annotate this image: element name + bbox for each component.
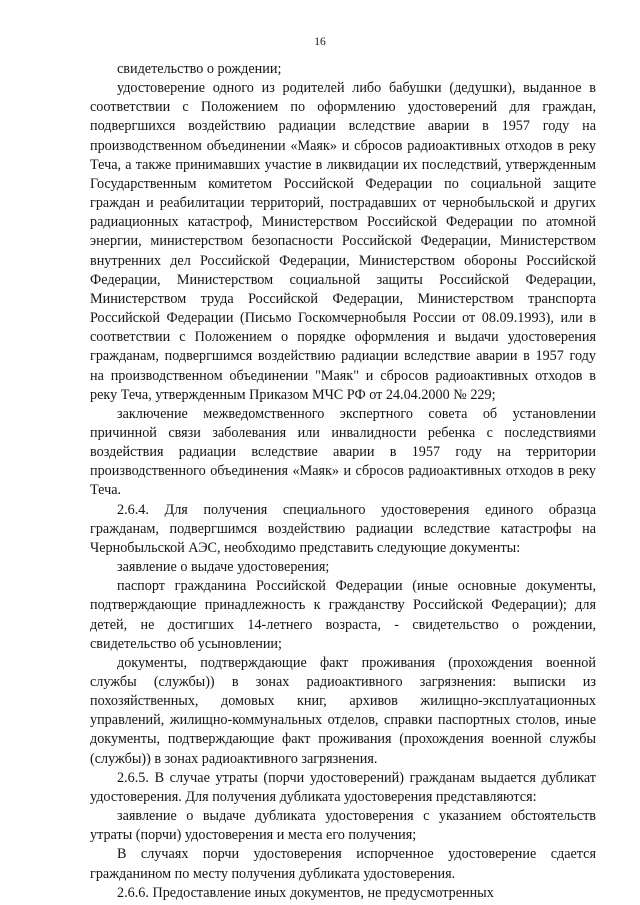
page-number: 16 <box>314 36 326 48</box>
paragraph-expert-council-conclusion: заключение межведомственного экспертного совета об установлении причинной связи заболевания или инвалидности ребенка с последствиями воздействия радиации вследствие аварии в 1957 году на территории производственного объединения «Маяк» и сбросов радиоактивных отходов в реку Теча. <box>90 405 596 499</box>
paragraph-passport: паспорт гражданина Российской Федерации (иные основные документы, подтверждающие принадлежность к гражданству Российской Федерации); для детей, не достигших 14-летнего возраста, - свидетельство о рождении, свидетельство об усыновлении; <box>90 578 596 652</box>
paragraph-residence-documents: документы, подтверждающие факт проживания (прохождения военной службы (службы)) в зонах радиоактивного загрязнения: выписки из похозяйственных, домовых книг, архивов жилищно-эксплуатационных управлений, жилищно-коммунальных отделов, справки паспортных столов, иные документы, подтверждающие факт проживания (прохождения военной службы (службы)) в зонах радиоактивного загрязнения. <box>90 654 596 767</box>
paragraph-parent-certificate: удостоверение одного из родителей либо бабушки (дедушки), выданное в соответствии с Положением по оформлению удостоверений для граждан, подвергшихся воздействию радиации вследствие аварии в 1957 году на производственном объединении «Маяк» и сбросов радиоактивных отходов в реку Теча, а также принимавших участие в ликвидации их последствий, утвержденным Государственным комитетом Российской Федерации по социальной защите граждан и реабилитации территорий, пострадавших от чернобыльской и других радиационных катастроф, Министерством Российской Федерации по атомной энергии, министерством безопасности Российской Федерации, Министерством внутренних дел Российской Федерации, Министерством обороны Российской Федерации, Министерством социальной защиты Российской Федерации, Министерством труда Российской Федерации, Министерством транспорта Российской Федерации (Письмо Госкомчернобыля России от 08.09.1993), или в соответствии с Положением о порядке оформления и выдачи удостоверения гражданам, подвергшимся воздействию радиации вследствие аварии в 1957 году на производственном объединении "Маяк" и сбросов радиоактивных отходов в реку Теча, утвержденным Приказом МЧС РФ от 24.04.2000 № 229; <box>90 80 596 403</box>
paragraph-application: заявление о выдаче удостоверения; <box>117 559 330 576</box>
paragraph-2-6-5: 2.6.5. В случае утраты (порчи удостоверений) гражданам выдается дубликат удостоверения. Для получения дубликата удостоверения представляются: <box>90 769 596 805</box>
paragraph-damaged-certificate: В случаях порчи удостоверения испорченное удостоверение сдается гражданином по месту получения дубликата удостоверения. <box>90 846 596 882</box>
paragraph-2-6-4: 2.6.4. Для получения специального удостоверения единого образца гражданам, подвергшимся воздействию радиации вследствие катастрофы на Чернобыльской АЭС, необходимо представить следующие документы: <box>90 501 596 556</box>
document-body <box>90 60 596 903</box>
paragraph-2-6-6: 2.6.6. Предоставление иных документов, не предусмотренных <box>117 884 494 901</box>
paragraph-birth-certificate: свидетельство о рождении; <box>117 61 282 77</box>
paragraph-duplicate-application: заявление о выдаче дубликата удостоверения с указанием обстоятельств утраты (порчи) удостоверения и места его получения; <box>90 808 596 844</box>
